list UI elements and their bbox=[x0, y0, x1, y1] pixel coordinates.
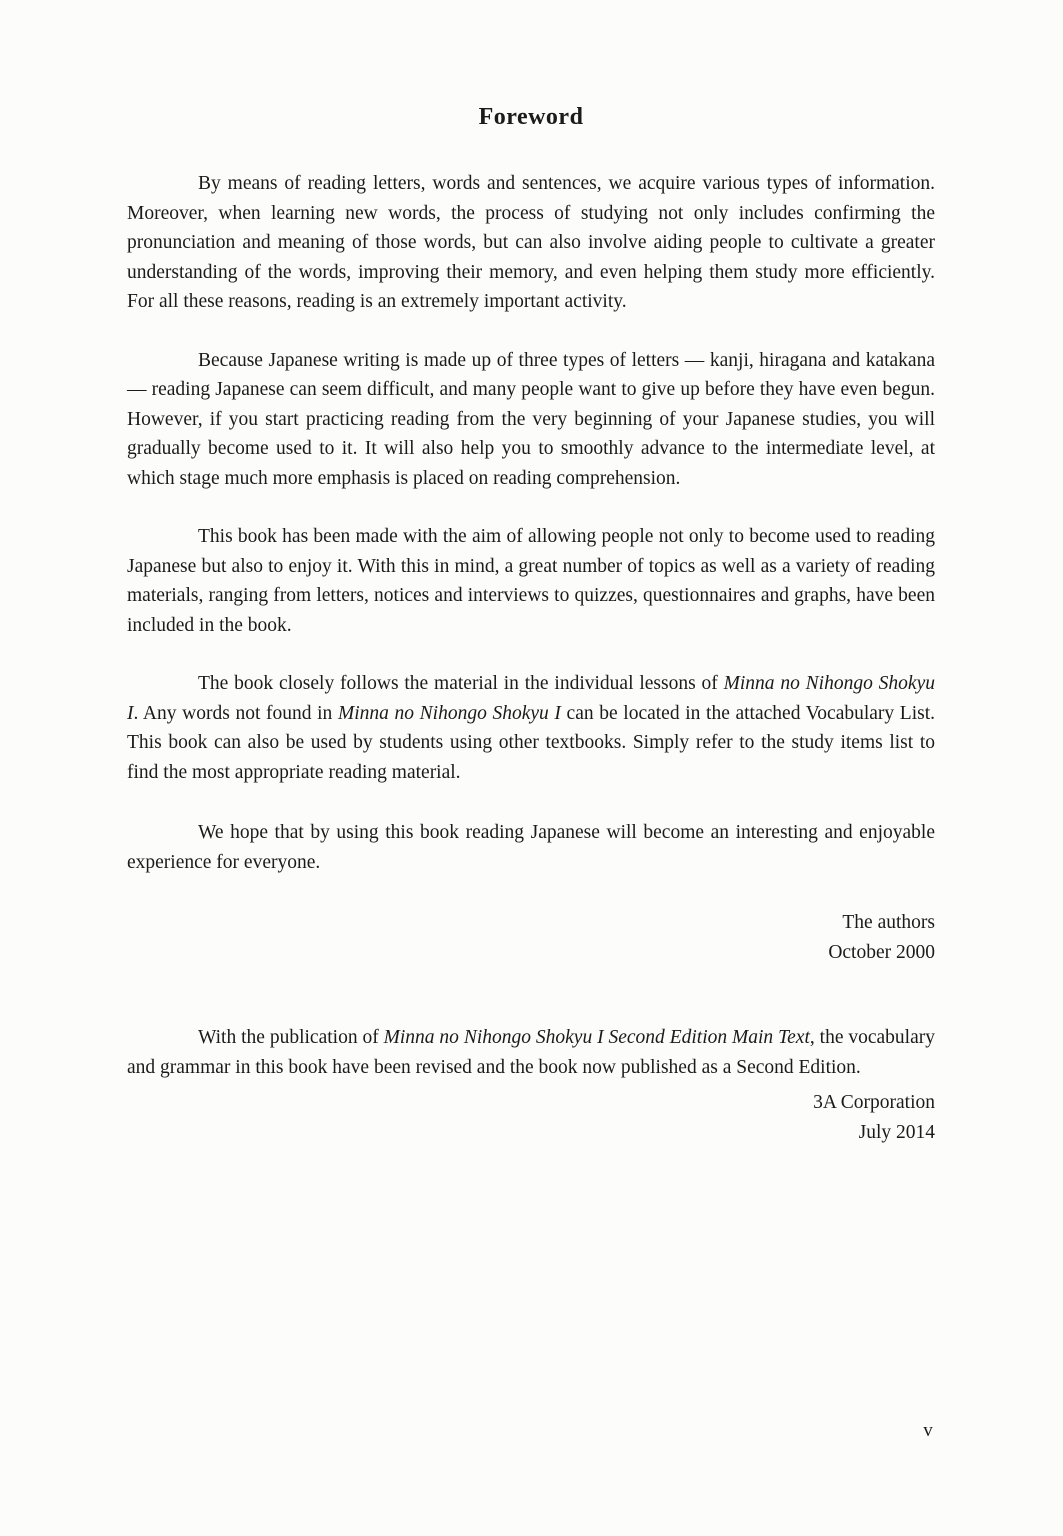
foreword-paragraph-3: This book has been made with the aim of allowing people not only to become used to reading Japanese but also to enjoy it. With this in mind, a great number of topics as well as a variety of reading materials, ranging from letters, notices and interviews to quizzes, questionnaires and graphs, have been included in the book. bbox=[127, 526, 935, 636]
page-content bbox=[127, 104, 935, 1147]
signature-corporation: 3A Corporation bbox=[813, 1092, 935, 1113]
signature-date-2000: October 2000 bbox=[828, 941, 935, 963]
foreword-paragraph-1: By means of reading letters, words and sentences, we acquire various types of information. Moreover, when learning new words, the process of studying not only includes confirming the pronunciation and meaning of those words, but can also involve aiding people to cultivate a greater understanding of the words, improving their memory, and even helping them study more efficiently. For all these reasons, reading is an extremely important activity. bbox=[127, 173, 935, 312]
foreword-paragraph-5: We hope that by using this book reading Japanese will become an interesting and enjoyable experience for everyone. bbox=[127, 822, 935, 873]
page-title: Foreword bbox=[478, 104, 584, 130]
signature-authors: The authors bbox=[842, 912, 935, 933]
page-number: v bbox=[923, 1420, 933, 1441]
foreword-paragraph-4: The book closely follows the material in the individual lessons of Minna no Nihongo Shokyu I. Any words not found in Minna no Nihongo Shokyu I can be located in the attached Vocabulary List. This book can also be used by students using other textbooks. Simply refer to the study items list to find the most appropriate reading material. bbox=[127, 673, 936, 783]
foreword-paragraph-2: Because Japanese writing is made up of three types of letters — kanji, hiragana and katakana — reading Japanese can seem difficult, and many people want to give up before they have even begun. However, if you start practicing reading from the very beginning of your Japanese studies, you will gradually become used to it. It will also help you to smoothly advance to the intermediate level, at which stage much more emphasis is placed on reading comprehension. bbox=[127, 349, 935, 489]
signature-date-2014: July 2014 bbox=[858, 1121, 935, 1143]
foreword-paragraph-6: With the publication of Minna no Nihongo Shokyu I Second Edition Main Text, the vocabulary and grammar in this book have been revised and the book now published as a Second Edition. bbox=[127, 1027, 935, 1078]
